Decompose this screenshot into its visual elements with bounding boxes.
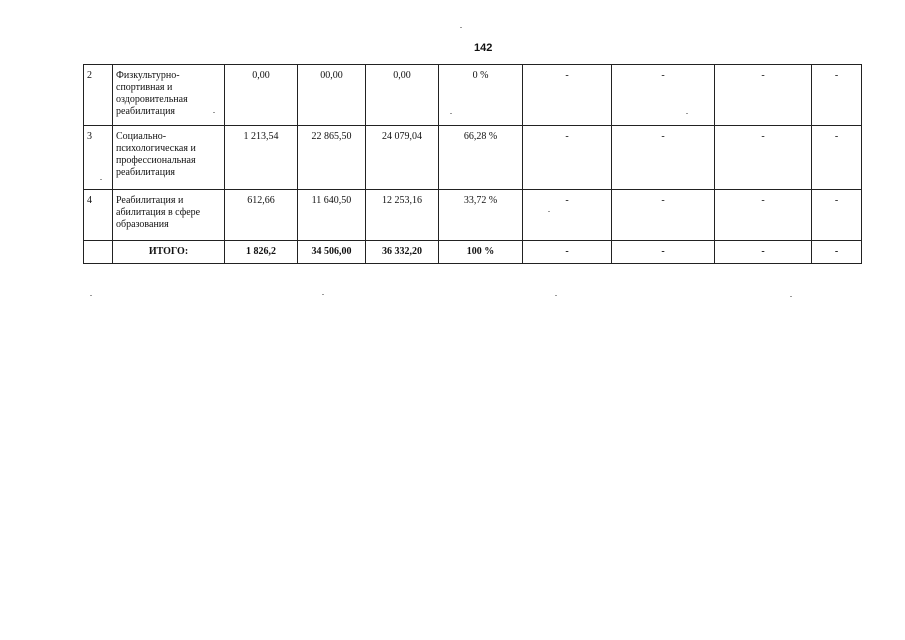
scan-speck [555,295,557,296]
total-dash-cell: - [612,241,715,264]
total-dash-cell: - [523,241,612,264]
total-label: ИТОГО: [113,241,225,264]
scan-speck [686,113,688,114]
dash-cell: - [715,190,812,241]
dash-cell: - [812,126,862,190]
table-row [84,65,862,126]
row-number: 2 [84,65,113,126]
row-name: Физкультурно-спортивная и оздоровительная реабилитация [113,65,225,126]
dash-cell: - [812,65,862,126]
scan-speck [100,179,102,180]
dash-cell: - [523,65,612,126]
row-name: Реабилитация и абилитация в сфере образования [113,190,225,241]
total-value-cell: 36 332,20 [366,241,439,264]
value-cell: 24 079,04 [366,126,439,190]
scan-speck [460,27,462,28]
dash-cell: - [812,190,862,241]
dash-cell: - [612,190,715,241]
percent-cell: 0 % [439,65,523,126]
scan-speck [90,295,92,296]
percent-cell: 33,72 % [439,190,523,241]
value-cell: 00,00 [298,65,366,126]
page-number: 142 [474,42,493,54]
value-cell: 0,00 [225,65,298,126]
dash-cell: - [612,65,715,126]
value-cell: 612,66 [225,190,298,241]
total-dash-cell: - [812,241,862,264]
total-dash-cell: - [715,241,812,264]
dash-cell: - [715,126,812,190]
value-cell: 1 213,54 [225,126,298,190]
dash-cell: - [715,65,812,126]
dash-cell: - [523,126,612,190]
row-number: 3 [84,126,113,190]
value-cell: 11 640,50 [298,190,366,241]
dash-cell: - [612,126,715,190]
row-name: Социально-психологическая и профессиональная реабилитация [113,126,225,190]
table-row [84,126,862,190]
scan-speck [790,296,792,297]
budget-table [83,64,862,264]
dash-cell: - [523,190,612,241]
percent-cell: 66,28 % [439,126,523,190]
total-percent-cell: 100 % [439,241,523,264]
total-value-cell: 1 826,2 [225,241,298,264]
scan-speck [450,113,452,114]
scan-speck [322,294,324,295]
row-number: 4 [84,190,113,241]
value-cell: 22 865,50 [298,126,366,190]
table-row [84,190,862,241]
value-cell: 12 253,16 [366,190,439,241]
total-value-cell: 34 506,00 [298,241,366,264]
value-cell: 0,00 [366,65,439,126]
total-row [84,241,862,264]
scan-speck [213,112,215,113]
scan-speck [548,211,550,212]
total-number-cell [84,241,113,264]
